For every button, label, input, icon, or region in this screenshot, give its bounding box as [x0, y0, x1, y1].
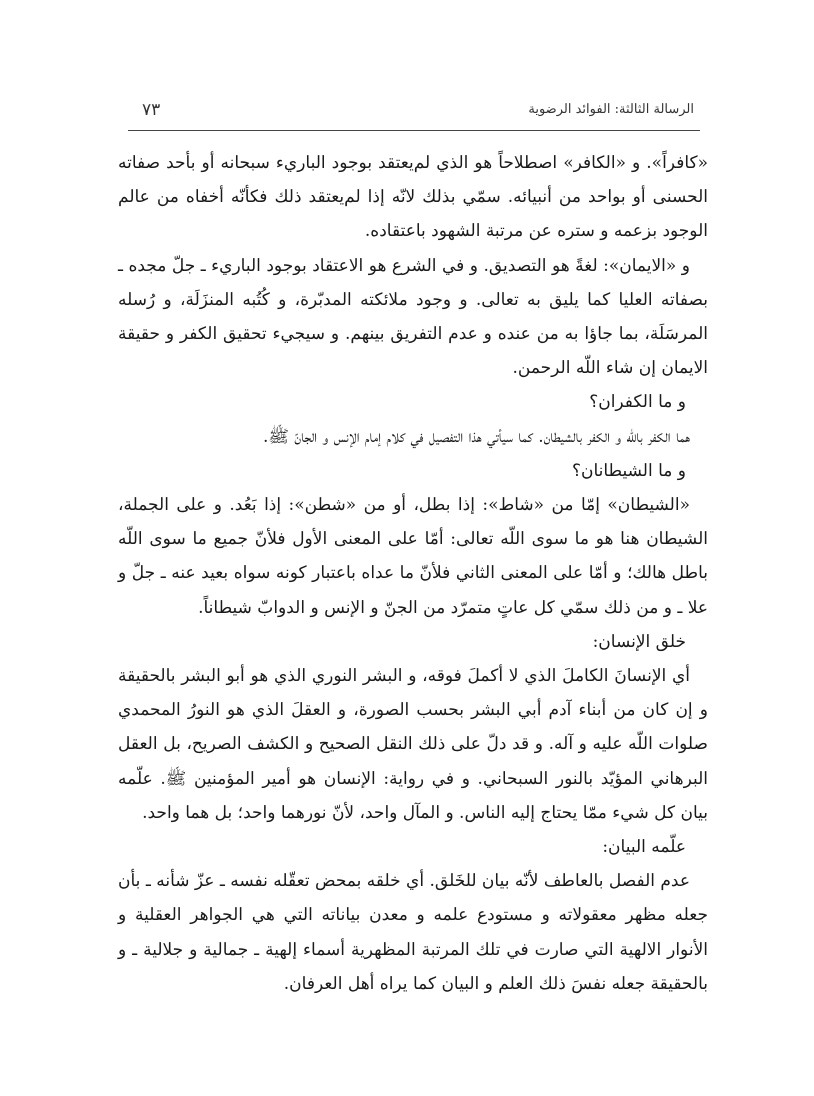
- paragraph: عدم الفصل بالعاطف لأنّه بيان للخَلق. أي خلقه بمحض تعقّله نفسه ـ عزّ شأنه ـ بأن جعله مظهر معقولاته و مستودع علمه و معدن بياناته التي هي الجواهر العقلية و الأنوار الالهية التي صارت في تلك المرتبة المظهرية أسماء إلهية ـ جمالية و جلالية ـ و بالحقيقة جعله نفسَ ذلك العلم و البيان كما يراه أهل العرفان.: [118, 871, 708, 994]
- running-title: الرسالة الثالثة: الفوائد الرضوية: [528, 102, 694, 117]
- section-heading: و ما الكفران؟: [589, 392, 686, 413]
- paragraph: «الشيطان» إمّا من «شاط»: إذا بطل، أو من «شطن»: إذا بَعُد. و على الجملة، الشيطان هنا هو ما سوى اللّه تعالى: أمّا على المعنى الأول فلأنّ جميع ما سوى اللّه باطل هالك؛ و أمّا على المعنى الثاني فلأنّ ما عداه باعتبار كونه سواه بعيد عنه ـ جلّ و علا ـ و من ذلك سمّي كل عاتٍ متمرّد من الجنّ و الإنس و الدوابّ شيطاناً.: [118, 495, 708, 618]
- paragraph: و «الايمان»: لغةً هو التصديق. و في الشرع هو الاعتقاد بوجود الباري‌ء ـ جلّ مجده ـ بصفاته العليا كما يليق به تعالى. و وجود ملائكته المدبّرة، و كُتُبه المنزَلَة، و رُسله المرسَلَة، بما جاؤا به من عنده و عدم التفريق بينهم. و سيجي‌ء تحقيق الكفر و حقيقة الايمان إن شاء اللّه الرحمن.: [118, 255, 708, 379]
- section-heading: علّمه البيان:: [602, 837, 686, 858]
- paragraph: هما الكفر باللّه و الكفر بالشيطان. كما سيأتي هذا التفصيل في كلام إمام الإنس و الجانّ ﷺ.: [263, 426, 690, 447]
- paragraph: «كافراً». و «الكافر» اصطلاحاً هو الذي لم‌يعتقد بوجود الباري‌ء سبحانه أو بأحد صفاته الحسنى أو بواحد من أنبيائه. سمّي بذلك لانّه إذا لم‌يعتقد ذلك فكأنّه أخفاه من عالم الوجود بزعمه و ستره عن مرتبة الشهود باعتقاده.: [118, 153, 708, 242]
- header-rule: [128, 130, 700, 131]
- paragraph: أي الإنسانَ الكاملَ الذي لا أكملَ فوقه، و البشر النوري الذي هو أبو البشر بالحقيقة و إن كان من أبناء آدم أبي البشر بحسب الصورة، و العقلَ الذي هو النورُ المحمدي صلوات اللّه عليه و آله. و قد دلّ على ذلك النقل الصحيح و الكشف الصريح، بل العقل البرهاني المؤيّد بالنور السبحاني. و في رواية: الإنسان هو أمير المؤمنين ﷺ. علّمه بيان كل شي‌ء ممّا يحتاج إليه الناس. و المآل واحد، لأنّ نورهما واحد؛ بل هما واحد.: [118, 666, 708, 823]
- section-heading: خلق الإنسان:: [592, 631, 686, 652]
- body-text: [118, 146, 708, 1001]
- page-number: ٧٣: [142, 100, 161, 120]
- page-header: [128, 100, 700, 130]
- section-heading: و ما الشيطانان؟: [571, 460, 686, 481]
